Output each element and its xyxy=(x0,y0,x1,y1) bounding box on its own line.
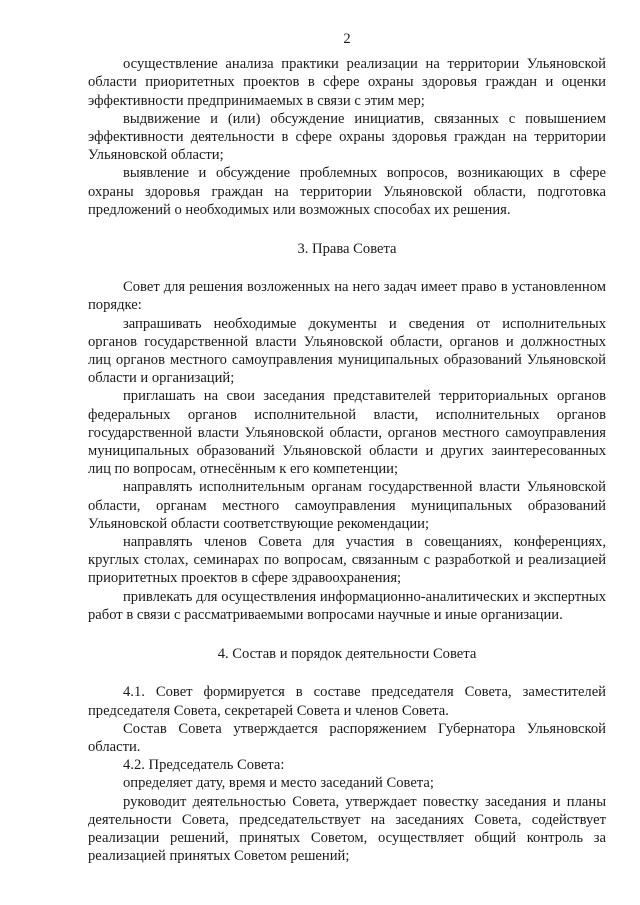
paragraph-analysis: осуществление анализа практики реализации на территории Ульяновской области приоритетных проектов в сфере охраны здоровья граждан и оценки эффективности предпринимаемых в связи с этим мер; xyxy=(88,56,606,109)
paragraph-send-recommendations: направлять исполнительным органам государственной власти Ульяновской области, органам местного самоуправления муниципальных образований Ульяновской области соответствующие рекомендации; xyxy=(88,479,606,532)
paragraph-engage-organizations: привлекать для осуществления информационно-аналитических и экспертных работ в связи с рассматриваемыми вопросами научные и иные организации. xyxy=(88,588,606,623)
section-3-heading: 3. Права Совета xyxy=(297,241,397,258)
document-page xyxy=(88,30,606,865)
paragraph-initiatives: выдвижение и (или) обсуждение инициатив, связанных с повышением эффективности деятельности в сфере охраны здоровья граждан на территории Ульяновской области; xyxy=(88,110,606,164)
paragraph-invite-representatives: приглашать на свои заседания представителей территориальных органов федеральных органов исполнительной власти, исполнительных органов государственной власти Ульяновской области, органов местного самоуправления муниципальных образований Ульяновской области и других заинтересованных лиц по вопросам, отнесённым к его компетенции; xyxy=(88,388,606,478)
paragraph-date-time: определяет дату, время и место заседаний Совета; xyxy=(123,775,434,792)
paragraph-request-documents: запрашивать необходимые документы и сведения от исполнительных органов государственной власти Ульяновской области, органов и должностных лиц органов местного самоуправления муниципальных образований Ульяновской области и организаций; xyxy=(88,315,606,387)
paragraph-4-1: 4.1. Совет формируется в составе председателя Совета, заместителей председателя Совета, секретарей Совета и членов Совета. xyxy=(88,684,606,719)
paragraph-rights-intro: Совет для решения возложенных на него задач имеет право в установленном порядке: xyxy=(88,279,606,314)
paragraph-send-members: направлять членов Совета для участия в совещаниях, конференциях, круглых столах, семинарах по вопросам, связанным с разработкой и реализацией приоритетных проектов в сфере здравоохранения; xyxy=(88,534,606,587)
section-4-heading: 4. Состав и порядок деятельности Совета xyxy=(217,646,477,663)
paragraph-4-2: 4.2. Председатель Совета: xyxy=(123,757,285,774)
paragraph-leadership: руководит деятельностью Совета, утверждает повестку заседания и планы деятельности Совета, председательствует на заседаниях Совета, содействует реализации решений, принятых Советом, осуществляет общий контроль за реализацией принятых Советом решений; xyxy=(88,793,606,865)
paragraph-composition: Состав Совета утверждается распоряжением Губернатора Ульяновской области. xyxy=(88,720,606,755)
paragraph-problems: выявление и обсуждение проблемных вопросов, возникающих в сфере охраны здоровья граждан на территории Ульяновской области, подготовка предложений о необходимых или возможных способах их решения. xyxy=(88,165,606,218)
page-number: 2 xyxy=(343,31,351,47)
